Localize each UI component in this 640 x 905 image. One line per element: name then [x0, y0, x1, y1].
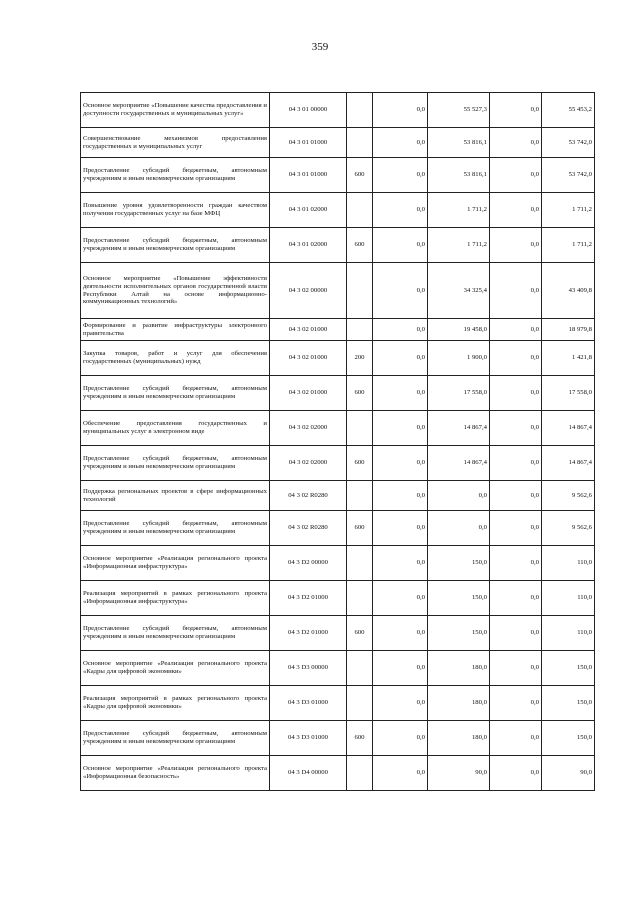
row-name-cell: Основное мероприятие «Реализация регионального проекта «Информационная инфраструктура»: [81, 546, 270, 581]
row-name-cell: Предоставление субсидий бюджетным, автономным учреждениям и иным некоммерческим организациям: [81, 616, 270, 651]
table-row: [81, 263, 595, 319]
amount-cell-3: 0,0: [490, 721, 542, 756]
budget-table: [80, 92, 595, 791]
expense-type-cell: 600: [347, 721, 373, 756]
table-row: [81, 228, 595, 263]
table-row: [81, 546, 595, 581]
amount-cell-2: 0,0: [428, 511, 490, 546]
amount-cell-1: 0,0: [373, 376, 428, 411]
amount-cell-1: 0,0: [373, 546, 428, 581]
amount-cell-2: 90,0: [428, 756, 490, 791]
amount-cell-1: 0,0: [373, 193, 428, 228]
amount-cell-4: 1 421,8: [542, 341, 595, 376]
amount-cell-4: 150,0: [542, 651, 595, 686]
amount-cell-4: 14 867,4: [542, 411, 595, 446]
amount-cell-3: 0,0: [490, 341, 542, 376]
amount-cell-2: 55 527,3: [428, 93, 490, 128]
expense-type-cell: [347, 686, 373, 721]
amount-cell-2: 180,0: [428, 721, 490, 756]
amount-cell-1: 0,0: [373, 651, 428, 686]
expense-type-cell: [347, 128, 373, 158]
amount-cell-3: 0,0: [490, 263, 542, 319]
amount-cell-1: 0,0: [373, 581, 428, 616]
amount-cell-2: 53 816,1: [428, 158, 490, 193]
row-name-cell: Предоставление субсидий бюджетным, автономным учреждениям и иным некоммерческим организациям: [81, 158, 270, 193]
table-row: [81, 686, 595, 721]
amount-cell-2: 19 458,0: [428, 319, 490, 341]
table-row: [81, 616, 595, 651]
table-row: [81, 93, 595, 128]
row-name-cell: Основное мероприятие «Реализация регионального проекта «Кадры для цифровой экономики»: [81, 651, 270, 686]
amount-cell-4: 14 867,4: [542, 446, 595, 481]
row-name-cell: Повышение уровня удовлетворенности граждан качеством получения государственных услуг на базе МФЦ: [81, 193, 270, 228]
target-article-cell: 04 3 01 00000: [270, 93, 347, 128]
amount-cell-1: 0,0: [373, 756, 428, 791]
table-row: [81, 581, 595, 616]
row-name-cell: Предоставление субсидий бюджетным, автономным учреждениям и иным некоммерческим организациям: [81, 376, 270, 411]
amount-cell-1: 0,0: [373, 616, 428, 651]
expense-type-cell: [347, 651, 373, 686]
target-article-cell: 04 3 D2 00000: [270, 546, 347, 581]
row-name-cell: Предоставление субсидий бюджетным, автономным учреждениям и иным некоммерческим организациям: [81, 721, 270, 756]
amount-cell-4: 1 711,2: [542, 228, 595, 263]
target-article-cell: 04 3 D3 01000: [270, 686, 347, 721]
table-row: [81, 158, 595, 193]
amount-cell-2: 14 867,4: [428, 411, 490, 446]
target-article-cell: 04 3 02 02000: [270, 446, 347, 481]
table-row: [81, 341, 595, 376]
amount-cell-2: 1 900,0: [428, 341, 490, 376]
expense-type-cell: 600: [347, 228, 373, 263]
table-row: [81, 411, 595, 446]
amount-cell-2: 34 325,4: [428, 263, 490, 319]
amount-cell-3: 0,0: [490, 756, 542, 791]
amount-cell-1: 0,0: [373, 721, 428, 756]
table-row: [81, 651, 595, 686]
amount-cell-1: 0,0: [373, 686, 428, 721]
target-article-cell: 04 3 D3 01000: [270, 721, 347, 756]
amount-cell-1: 0,0: [373, 446, 428, 481]
table-row: [81, 721, 595, 756]
amount-cell-3: 0,0: [490, 228, 542, 263]
target-article-cell: 04 3 02 01000: [270, 376, 347, 411]
target-article-cell: 04 3 02 R0280: [270, 481, 347, 511]
amount-cell-4: 18 979,8: [542, 319, 595, 341]
amount-cell-4: 110,0: [542, 616, 595, 651]
amount-cell-3: 0,0: [490, 158, 542, 193]
row-name-cell: Реализация мероприятий в рамках регионального проекта «Информационная инфраструктура»: [81, 581, 270, 616]
amount-cell-4: 110,0: [542, 546, 595, 581]
amount-cell-1: 0,0: [373, 411, 428, 446]
amount-cell-1: 0,0: [373, 319, 428, 341]
expense-type-cell: [347, 481, 373, 511]
expense-type-cell: 600: [347, 446, 373, 481]
expense-type-cell: [347, 93, 373, 128]
amount-cell-4: 150,0: [542, 721, 595, 756]
amount-cell-1: 0,0: [373, 263, 428, 319]
amount-cell-3: 0,0: [490, 546, 542, 581]
target-article-cell: 04 3 02 00000: [270, 263, 347, 319]
amount-cell-3: 0,0: [490, 411, 542, 446]
table-row: [81, 756, 595, 791]
row-name-cell: Основное мероприятие «Повышение качества предоставления и доступности государственных и муниципальных услуг»: [81, 93, 270, 128]
row-name-cell: Предоставление субсидий бюджетным, автономным учреждениям и иным некоммерческим организациям: [81, 446, 270, 481]
amount-cell-3: 0,0: [490, 481, 542, 511]
amount-cell-2: 150,0: [428, 546, 490, 581]
amount-cell-4: 9 562,6: [542, 481, 595, 511]
expense-type-cell: [347, 581, 373, 616]
table-row: [81, 511, 595, 546]
amount-cell-3: 0,0: [490, 128, 542, 158]
table-row: [81, 376, 595, 411]
amount-cell-3: 0,0: [490, 686, 542, 721]
amount-cell-4: 9 562,6: [542, 511, 595, 546]
target-article-cell: 04 3 D3 00000: [270, 651, 347, 686]
amount-cell-2: 150,0: [428, 581, 490, 616]
amount-cell-4: 43 409,8: [542, 263, 595, 319]
table-row: [81, 319, 595, 341]
amount-cell-2: 150,0: [428, 616, 490, 651]
amount-cell-1: 0,0: [373, 481, 428, 511]
amount-cell-3: 0,0: [490, 93, 542, 128]
amount-cell-2: 17 558,0: [428, 376, 490, 411]
row-name-cell: Основное мероприятие «Реализация регионального проекта «Информационная безопасность»: [81, 756, 270, 791]
amount-cell-4: 55 453,2: [542, 93, 595, 128]
amount-cell-3: 0,0: [490, 319, 542, 341]
amount-cell-2: 53 816,1: [428, 128, 490, 158]
page-number: 359: [311, 41, 329, 53]
target-article-cell: 04 3 D2 01000: [270, 581, 347, 616]
amount-cell-1: 0,0: [373, 511, 428, 546]
amount-cell-3: 0,0: [490, 651, 542, 686]
expense-type-cell: [347, 756, 373, 791]
row-name-cell: Поддержка региональных проектов в сфере информационных технологий: [81, 481, 270, 511]
amount-cell-4: 17 558,0: [542, 376, 595, 411]
row-name-cell: Основное мероприятие «Повышение эффективности деятельности исполнительных органов государственной власти Республики Алтай на основе информационно-коммуникационных технологий»: [81, 263, 270, 319]
amount-cell-4: 150,0: [542, 686, 595, 721]
row-name-cell: Формирование и развитие инфраструктуры электронного правительства: [81, 319, 270, 341]
amount-cell-3: 0,0: [490, 581, 542, 616]
amount-cell-2: 14 867,4: [428, 446, 490, 481]
amount-cell-3: 0,0: [490, 511, 542, 546]
amount-cell-2: 180,0: [428, 686, 490, 721]
target-article-cell: 04 3 01 02000: [270, 193, 347, 228]
target-article-cell: 04 3 01 02000: [270, 228, 347, 263]
target-article-cell: 04 3 D4 00000: [270, 756, 347, 791]
target-article-cell: 04 3 D2 01000: [270, 616, 347, 651]
target-article-cell: 04 3 02 01000: [270, 341, 347, 376]
table-row: [81, 193, 595, 228]
table-row: [81, 128, 595, 158]
amount-cell-1: 0,0: [373, 341, 428, 376]
amount-cell-1: 0,0: [373, 228, 428, 263]
amount-cell-3: 0,0: [490, 376, 542, 411]
amount-cell-3: 0,0: [490, 193, 542, 228]
row-name-cell: Закупка товаров, работ и услуг для обеспечения государственных (муниципальных) нужд: [81, 341, 270, 376]
expense-type-cell: 600: [347, 158, 373, 193]
row-name-cell: Предоставление субсидий бюджетным, автономным учреждениям и иным некоммерческим организациям: [81, 228, 270, 263]
row-name-cell: Реализация мероприятий в рамках регионального проекта «Кадры для цифровой экономики»: [81, 686, 270, 721]
amount-cell-4: 53 742,0: [542, 128, 595, 158]
target-article-cell: 04 3 02 R0280: [270, 511, 347, 546]
expense-type-cell: 200: [347, 341, 373, 376]
amount-cell-2: 180,0: [428, 651, 490, 686]
table-row: [81, 446, 595, 481]
expense-type-cell: 600: [347, 511, 373, 546]
amount-cell-2: 0,0: [428, 481, 490, 511]
expense-type-cell: [347, 193, 373, 228]
amount-cell-4: 90,0: [542, 756, 595, 791]
target-article-cell: 04 3 01 01000: [270, 128, 347, 158]
amount-cell-1: 0,0: [373, 128, 428, 158]
expense-type-cell: [347, 411, 373, 446]
amount-cell-4: 110,0: [542, 581, 595, 616]
amount-cell-4: 53 742,0: [542, 158, 595, 193]
amount-cell-3: 0,0: [490, 616, 542, 651]
target-article-cell: 04 3 02 01000: [270, 319, 347, 341]
expense-type-cell: 600: [347, 616, 373, 651]
expense-type-cell: [347, 546, 373, 581]
amount-cell-3: 0,0: [490, 446, 542, 481]
amount-cell-2: 1 711,2: [428, 228, 490, 263]
amount-cell-1: 0,0: [373, 158, 428, 193]
target-article-cell: 04 3 02 02000: [270, 411, 347, 446]
table-row: [81, 481, 595, 511]
expense-type-cell: [347, 319, 373, 341]
target-article-cell: 04 3 01 01000: [270, 158, 347, 193]
row-name-cell: Предоставление субсидий бюджетным, автономным учреждениям и иным некоммерческим организациям: [81, 511, 270, 546]
amount-cell-4: 1 711,2: [542, 193, 595, 228]
amount-cell-1: 0,0: [373, 93, 428, 128]
expense-type-cell: 600: [347, 376, 373, 411]
expense-type-cell: [347, 263, 373, 319]
row-name-cell: Обеспечение предоставления государственных и муниципальных услуг в электронном виде: [81, 411, 270, 446]
amount-cell-2: 1 711,2: [428, 193, 490, 228]
row-name-cell: Совершенствование механизмов предоставления государственных и муниципальных услуг: [81, 128, 270, 158]
